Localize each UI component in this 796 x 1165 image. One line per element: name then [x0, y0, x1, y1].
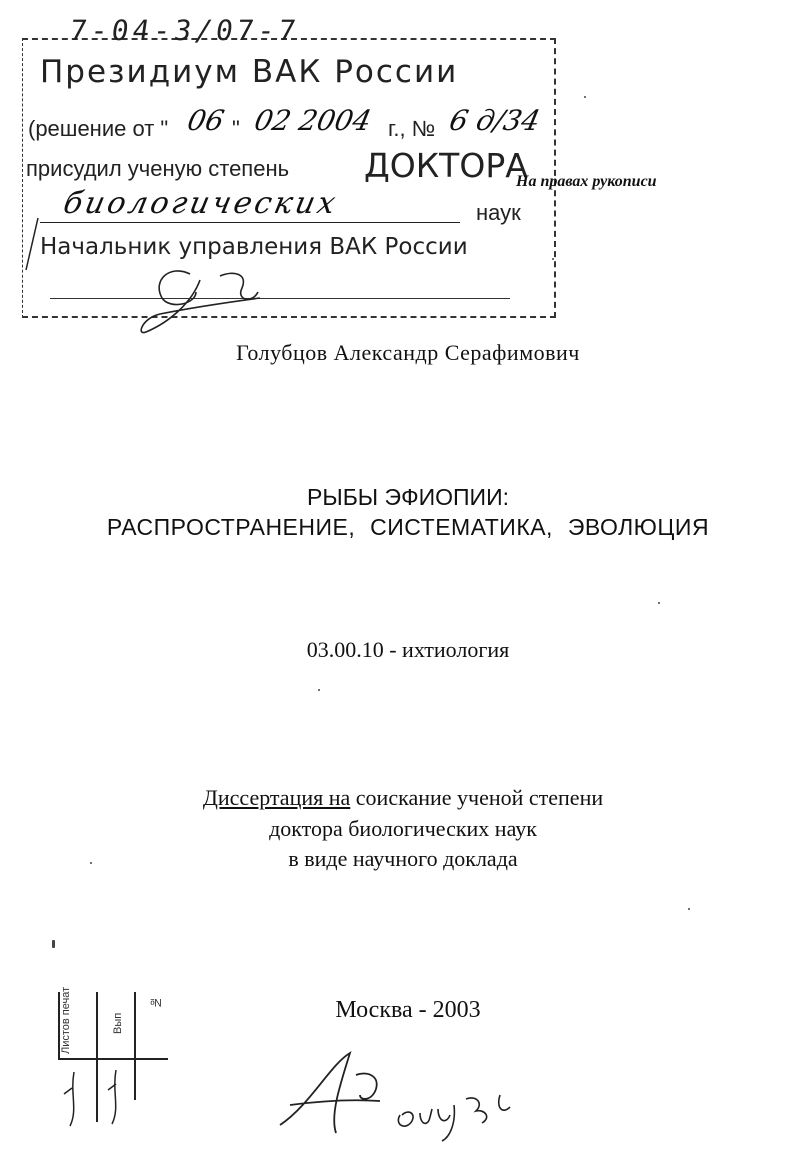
- scan-speck: [688, 908, 690, 910]
- stamp-field-handwritten: биологических: [60, 186, 342, 221]
- thesis-title-line2: РАСПРОСТРАНЕНИЕ, СИСТЕМАТИКА, ЭВОЛЮЦИЯ: [106, 514, 710, 540]
- scan-speck: [552, 258, 554, 260]
- registration-col1-label: Листов печат: [60, 986, 72, 1054]
- stamp-title: Президиум ВАК России: [40, 54, 459, 90]
- dissertation-line3: в виде научного доклада: [288, 846, 518, 871]
- scan-speck: [318, 689, 320, 691]
- registration-handwritten-marks: [60, 1064, 140, 1134]
- stamp-decision-month-year: 02 2004: [251, 104, 375, 137]
- scan-speck: [90, 862, 92, 864]
- stamp-awarded-text: присудил ученую степень: [26, 156, 290, 181]
- dissertation-line1: [0, 785, 796, 811]
- registration-col2-label: Вып: [112, 1012, 124, 1034]
- scan-speck: [658, 602, 660, 604]
- stamp-decision-label: (решение от ": [28, 116, 169, 141]
- stamp-decision-number: 6 д/34: [446, 104, 544, 137]
- stamp-decision-g: г., №: [388, 116, 436, 141]
- dissertation-line2: доктора биологических наук: [269, 816, 537, 841]
- stamp-decision-quote: ": [232, 116, 240, 141]
- scan-speck: [584, 96, 586, 98]
- specialty-code: 03.00.10 - ихтиология: [306, 637, 510, 662]
- stamp-degree: ДОКТОРА: [364, 146, 528, 185]
- grid-line: [58, 1058, 168, 1060]
- manuscript-note: На правах рукописи: [516, 173, 657, 190]
- stamp-signature: [20, 210, 320, 340]
- stamp-serial-number: 7-04-3/07-7: [67, 14, 302, 47]
- dissertation-line1-rest: соискание ученой степени: [350, 785, 604, 810]
- stamp-chief-title: Начальник управления ВАК России: [40, 234, 468, 260]
- stamp-decision-day: 06: [184, 104, 228, 137]
- registration-col3-label: №: [150, 996, 162, 1008]
- author-name: Голубцов Александр Серафимович: [236, 340, 580, 365]
- stamp-field-suffix: наук: [476, 200, 521, 225]
- city-year: Москва - 2003: [335, 997, 481, 1023]
- dissertation-underlined: Диссертация на: [202, 785, 351, 810]
- scan-speck: [52, 940, 55, 948]
- author-signature: [270, 1045, 530, 1145]
- thesis-title-line1: РЫБЫ ЭФИОПИИ:: [307, 484, 509, 510]
